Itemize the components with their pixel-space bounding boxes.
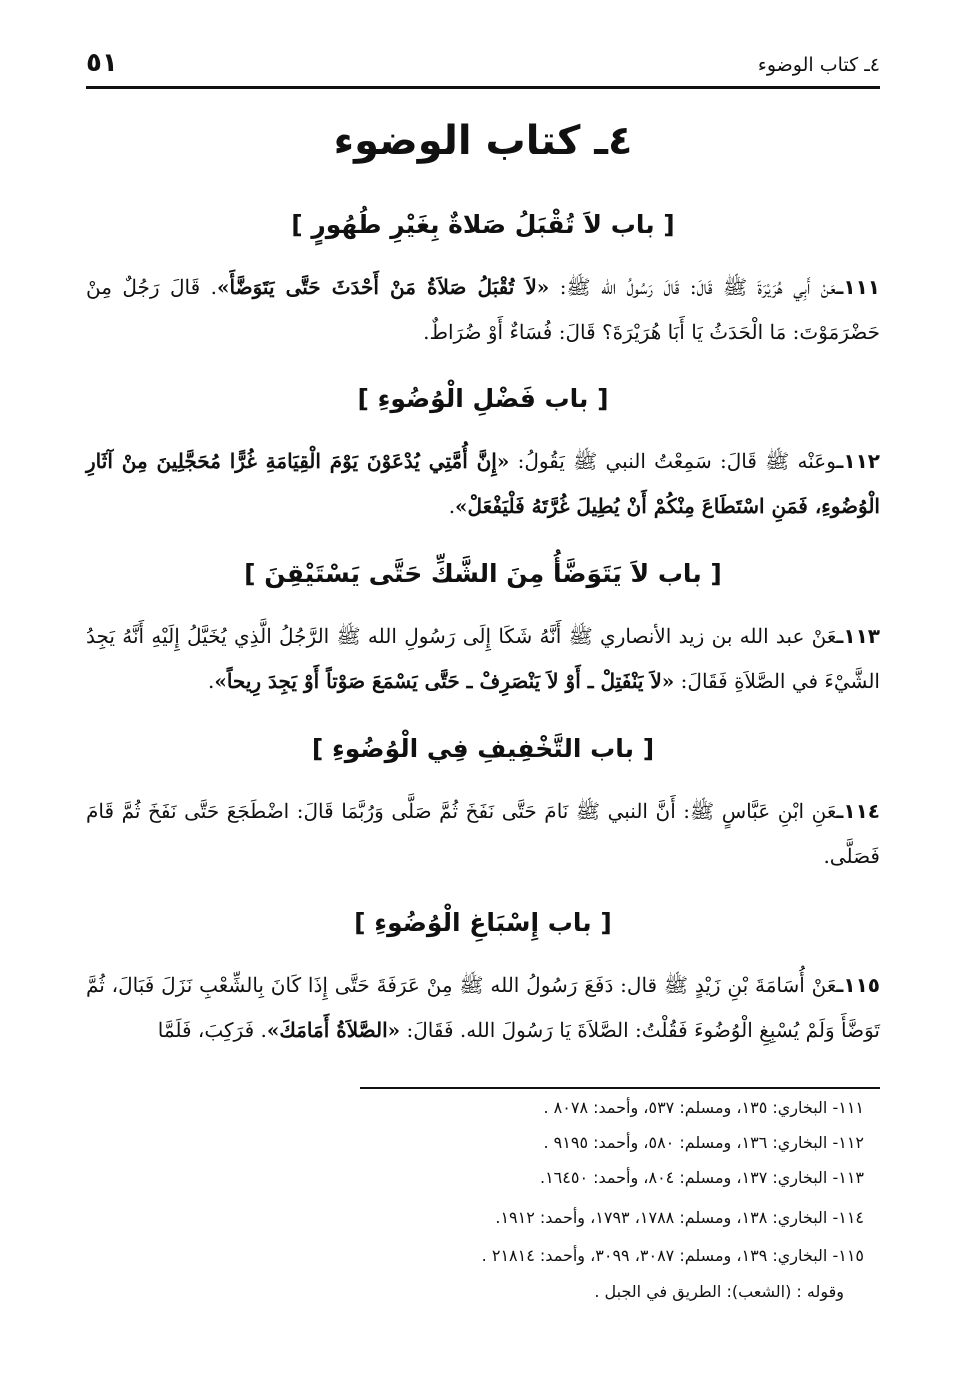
hadith-text: عَنْ أُسَامَةَ بْنِ زَيْدٍ ﷺ قال: دَفَعَ رَسُولُ الله ﷺ مِنْ عَرَفَةَ حَتَّى إِذَا كَانَ بِالشِّعْبِ نَزَلَ فَبَالَ، ثُمَّ تَوَضَّأَ وَلَمْ يُسْبِغِ الْوُضُوءَ فَقُلْتُ: الصَّلاَةَ يَا رَسُولَ الله. فَقَالَ: — [86, 973, 880, 1042]
hadith-text-end: . قَالَ رَجُلٌ مِنْ حَضْرَمَوْتَ: مَا الْحَدَثُ يَا أَبَا هُرَيْرَةَ؟ قَالَ: فُسَاءٌ أَوْ ضُرَاطٌ. — [86, 275, 880, 344]
hadith-text: وعَنْه ﷺ قَالَ: سَمِعْتُ النبي ﷺ يَقُولُ: — [509, 449, 837, 473]
hadith-111 — [86, 265, 880, 355]
running-title: ٤ـ كتاب الوضوء — [757, 54, 880, 76]
footnote-114: ١١٤- البخاري: ١٣٨، ومسلم: ١٧٨٨، ١٧٩٣، وأحمد: ١٩١٢. — [495, 1208, 864, 1227]
hadith-text-end: . فَرَكِبَ، فَلَمَّا — [157, 1018, 267, 1042]
header-rule — [86, 86, 880, 89]
hadith-number: ١١٣ـ — [836, 624, 880, 648]
hadith-text: عَنْ عبد الله بن زيد الأنصاري ﷺ أَنَّهُ شَكَا إِلَى رَسُولِ الله ﷺ الرَّجُلُ الَّذِي يُخَيَّلُ إِلَيْهِ أَنَّهُ يَجِدُ الشَّيْءَ في الصَّلاَةِ فَقَالَ: — [86, 624, 880, 693]
bab-heading-2: [ باب فَضْلِ الْوُضُوءِ ] — [357, 384, 609, 413]
bab-heading-1: [ باب لاَ تُقْبَلُ صَلاةٌ بِغَيْرِ طُهُورٍ ] — [291, 210, 675, 239]
hadith-text: عَنِ ابْنِ عَبَّاسٍ ﷺ: أَنَّ النبي ﷺ نَامَ حَتَّى نَفَخَ ثُمَّ صَلَّى وَرُبَّمَا قَالَ: اضْطَجَعَ حَتَّى نَفَخَ ثُمَّ قَامَ فَصَلَّى. — [86, 799, 880, 868]
hadith-113 — [86, 614, 880, 704]
hadith-115 — [86, 963, 880, 1053]
bab-heading-3: [ باب لاَ يَتَوَضَّأُ مِنَ الشَّكِّ حَتَّى يَسْتَيْقِنَ ] — [244, 559, 722, 588]
footnote-gloss: وقوله : (الشعب): الطريق في الجبل . — [594, 1282, 844, 1301]
hadith-quote: «الصَّلاَةُ أَمَامَكَ» — [266, 1018, 401, 1042]
hadith-number: ١١١ـ — [836, 275, 880, 299]
hadith-number: ١١٥ـ — [836, 973, 880, 997]
page-number: ٥١ — [86, 48, 118, 78]
hadith-text: عَنْ أَبِي هُرَيْرَةَ ﷺ قَالَ: قَالَ رَسُولُ الله ﷺ: — [549, 275, 837, 299]
book-title: ٤ـ كتاب الوضوء — [333, 118, 633, 164]
footnote-112: ١١٢- البخاري: ١٣٦، ومسلم: ٥٨٠، وأحمد: ٩١٩٥ . — [543, 1133, 864, 1152]
hadith-quote: «لاَ تُقْبَلُ صَلاَةُ مَنْ أَحْدَثَ حَتَّى يَتَوَضَّأَ» — [217, 275, 550, 299]
bab-heading-5: [ باب إِسْبَاغِ الْوُضُوءِ ] — [354, 908, 612, 937]
footnote-113: ١١٣- البخاري: ١٣٧، ومسلم: ٨٠٤، وأحمد: ١٦٤٥٠. — [539, 1168, 864, 1187]
footnote-111: ١١١- البخاري: ١٣٥، ومسلم: ٥٣٧، وأحمد: ٨٠٧٨ . — [543, 1098, 864, 1117]
hadith-number: ١١٤ـ — [836, 799, 880, 823]
hadith-text-end: . — [448, 494, 456, 518]
footnote-rule — [360, 1087, 880, 1089]
bab-heading-4: [ باب التَّخْفِيفِ فِي الْوُضُوءِ ] — [311, 734, 655, 763]
hadith-quote: «لاَ يَنْفَتِلْ ـ أَوْ لاَ يَنْصَرِفْ ـ حَتَّى يَسْمَعَ صَوْتاً أَوْ يَجِدَ رِيحاً» — [214, 669, 675, 693]
running-header — [86, 48, 880, 86]
hadith-114 — [86, 789, 880, 879]
hadith-text-end: . — [207, 669, 215, 693]
hadith-112 — [86, 439, 880, 529]
footnote-115: ١١٥- البخاري: ١٣٩، ومسلم: ٣٠٨٧، ٣٠٩٩، وأحمد: ٢١٨١٤ . — [481, 1246, 864, 1265]
hadith-quote: «إِنَّ أُمَّتِي يُدْعَوْنَ يَوْمَ الْقِيَامَةِ غُرًّا مُحَجَّلِينَ مِنْ آثَارِ الْوُضُوءِ، فَمَنِ اسْتَطَاعَ مِنْكُمْ أَنْ يُطِيلَ غُرَّتَهُ فَلْيَفْعَلْ» — [86, 449, 880, 518]
hadith-number: ١١٢ـ — [836, 449, 880, 473]
